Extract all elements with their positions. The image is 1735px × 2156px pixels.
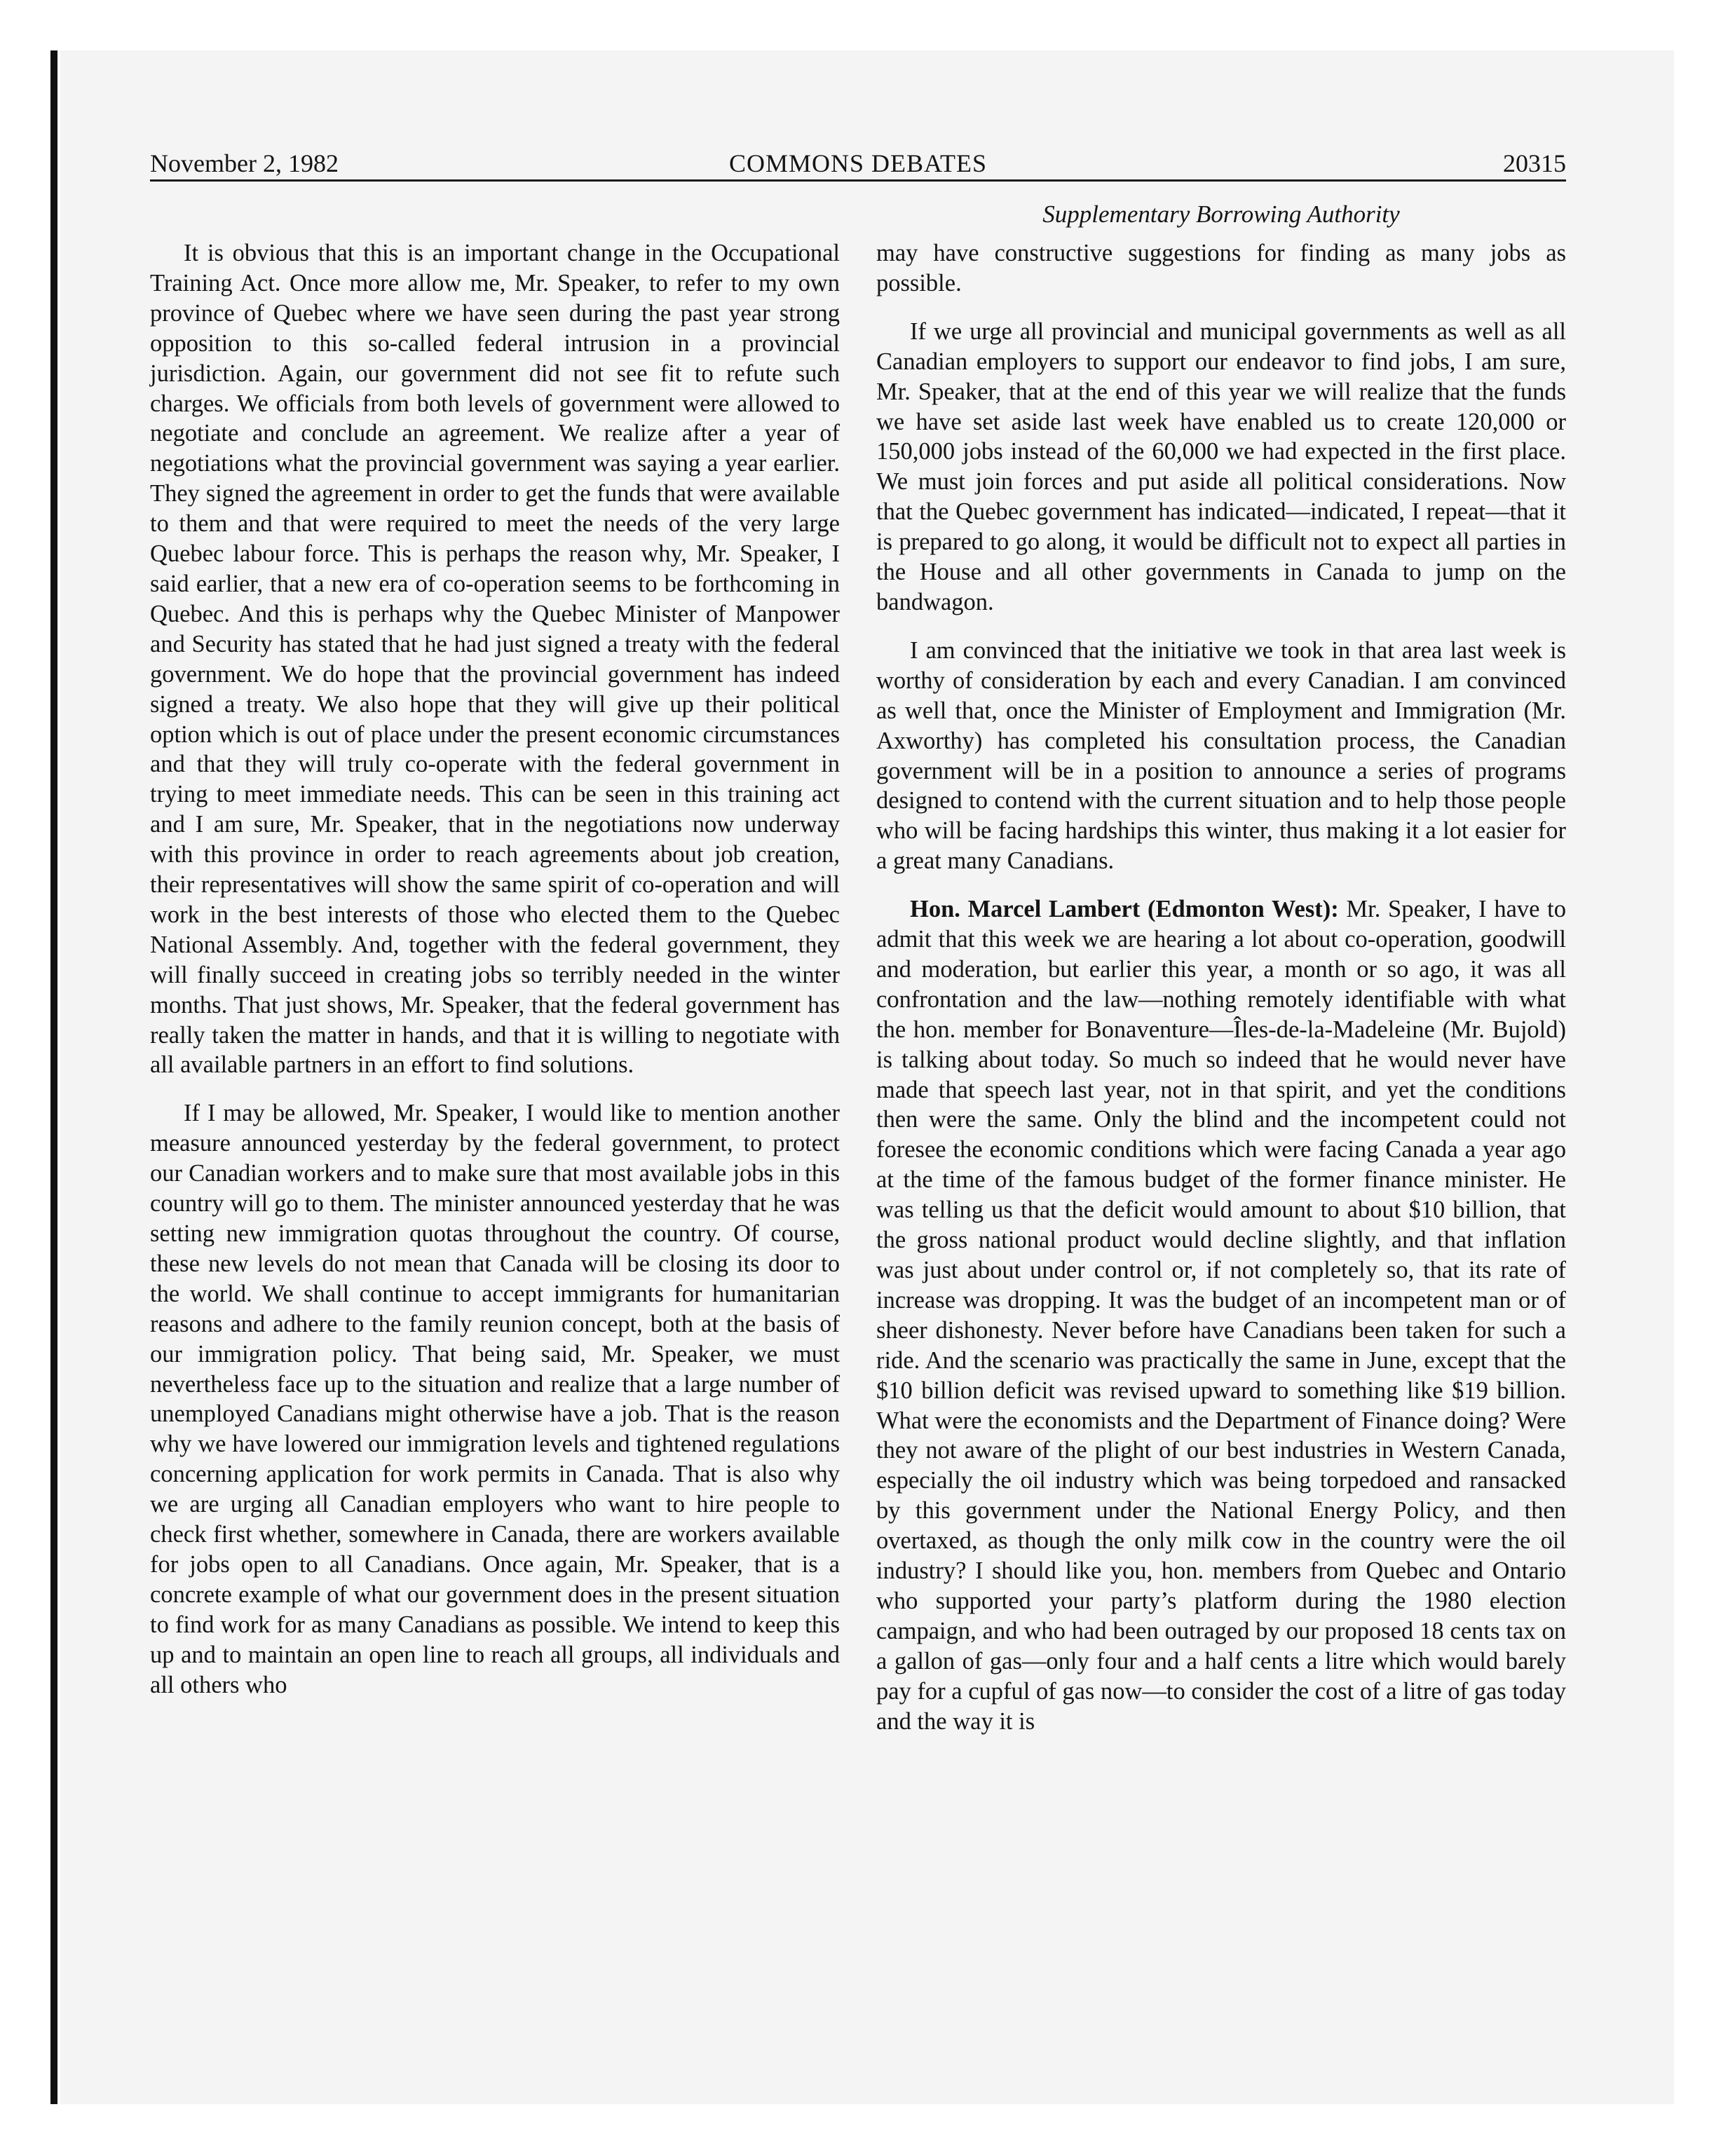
speech-paragraph (876, 894, 1566, 1736)
scan-edge (50, 50, 57, 2104)
paragraph: It is obvious that this is an important change in the Occupational Training Act. Once more allow me, Mr. Speaker, to refer to my own province of Quebec where we have seen during the past year strong opposition to this so-called federal intrusion in a provincial jurisdiction. Again, our government did not see fit to refute such charges. We officials from both levels of government were allowed to negotiate and conclude an agreement. We realize after a year of negotiations what the provincial government was saying a year earlier. They signed the agreement in order to get the funds that were available to them and that were required to meet the needs of the very large Quebec labour force. This is perhaps the reason why, Mr. Speaker, I said earlier, that a new era of co-operation seems to be forthcoming in Quebec. And this is perhaps why the Quebec Minister of Manpower and Security has stated that he had just signed a treaty with the federal government. We do hope that the provincial government has indeed signed a treaty. We also hope that they will give up their political option which is out of place under the present economic circumstances and that they will truly co-operate with the federal government in trying to meet immediate needs. This can be seen in this training act and I am sure, Mr. Speaker, that in the negotiations now underway with this province in order to reach agreements about job creation, their representatives will show the same spirit of co-operation and will work in the best interests of those who elected them to the Quebec National Assembly. And, together with the federal government, they will finally succeed in creating jobs so terribly needed in the winter months. That just shows, Mr. Speaker, that the federal government has really taken the matter in hands, and that it is willing to negotiate with all available partners in an effort to find solutions. (150, 240, 840, 1079)
header-rule (150, 179, 1566, 182)
header-date: November 2, 1982 (150, 149, 339, 177)
right-column (876, 238, 1566, 1755)
header-title: COMMONS DEBATES (728, 149, 988, 177)
paragraph: If we urge all provincial and municipal governments as well as all Canadian employers to support our endeavor to find jobs, I am sure, Mr. Speaker, that at the end of this year we will realize that the funds we have set aside last week have enabled us to create 120,000 or 150,000 jobs instead of the 60,000 we had expected in the first place. We must join forces and put aside all political considerations. Now that the Quebec government has indicated—indicated, I repeat—that it is prepared to go along, it would be difficult not to expect all parties in the House and all other governments in Canada to jump on the bandwagon. (876, 318, 1566, 615)
left-column (150, 238, 840, 1719)
paragraph: If I may be allowed, Mr. Speaker, I would like to mention another measure announced yesterday by the federal government, to protect our Canadian workers and to make sure that most available jobs in this country will go to them. The minister announced yesterday that he was setting new immigration quotas throughout the country. Of course, these new levels do not mean that Canada will be closing its door to the world. We shall continue to accept immigrants for humanitarian reasons and adhere to the family reunion concept, both at the basis of our immigration policy. That being said, Mr. Speaker, we must nevertheless face up to the situation and realize that a large number of unemployed Canadians might otherwise have a job. That is the reason why we have lowered our immigration levels and tightened regulations concerning application for work permits in Canada. That is also why we are urging all Canadian employers who want to hire people to check first whether, somewhere in Canada, there are workers available for jobs open to all Canadians. Once again, Mr. Speaker, that is a concrete example of what our government does in the present situation to find work for as many Canadians as possible. We intend to keep this up and to maintain an open line to reach all groups, all individuals and all others who (150, 1100, 840, 1698)
page-number: 20315 (1503, 149, 1566, 177)
continued-paragraph: may have constructive suggestions for finding as many jobs as possible. (876, 240, 1566, 296)
speech-text: Mr. Speaker, I have to admit that this week we are hearing a lot about co-operation, goodwill and moderation, but earlier this year, a month or so ago, it was all confrontation and the law—nothing remotely identifiable with what the hon. member for Bonaventure—Îles-de-la-Madeleine (Mr. Bujold) is talking about today. So much so indeed that he would never have made that speech last year, not in that spirit, and yet the conditions then were the same. Only the blind and the incompetent could not foresee the economic conditions which were facing Canada a year ago at the time of the famous budget of the former finance minister. He was telling us that the deficit would amount to about $10 billion, that the gross national product would decline slightly, and that inflation was just about under control or, if not completely so, that its rate of increase was dropping. It was the budget of an incompetent man or of sheer dishonesty. Never before have Canadians been taken for such a ride. And the scenario was practically the same in June, except that the $10 billion deficit was revised upward to something like $19 billion. What were the economists and the Department of Finance doing? Were they not aware of the plight of our best industries in Western Canada, especially the oil industry which was being torpedoed and ransacked by this government under the National Energy Policy, and then overtaxed, as though the only milk cow in the country were the oil industry? I should like you, hon. members from Quebec and Ontario who supported your party’s platform during the 1980 election campaign, and who had been outraged by our proposed 18 cents tax on a gallon of gas—only four and a half cents a litre which would barely pay for a cupful of gas now—to consider the cost of a litre of gas today and the way it is (876, 896, 1566, 1735)
speaker-name: Hon. Marcel Lambert (Edmonton West): (910, 896, 1339, 923)
running-head: Supplementary Borrowing Authority (1042, 200, 1400, 228)
paragraph: I am convinced that the initiative we took in that area last week is worthy of consideration by each and every Canadian. I am convinced as well that, once the Minister of Employment and Immigration (Mr. Axworthy) has completed his consultation process, the Canadian government will be in a position to announce a series of programs designed to contend with the current situation and to help those people who will be facing hardships this winter, thus making it a lot easier for a great many Canadians. (876, 636, 1566, 875)
page-header (150, 146, 1566, 181)
